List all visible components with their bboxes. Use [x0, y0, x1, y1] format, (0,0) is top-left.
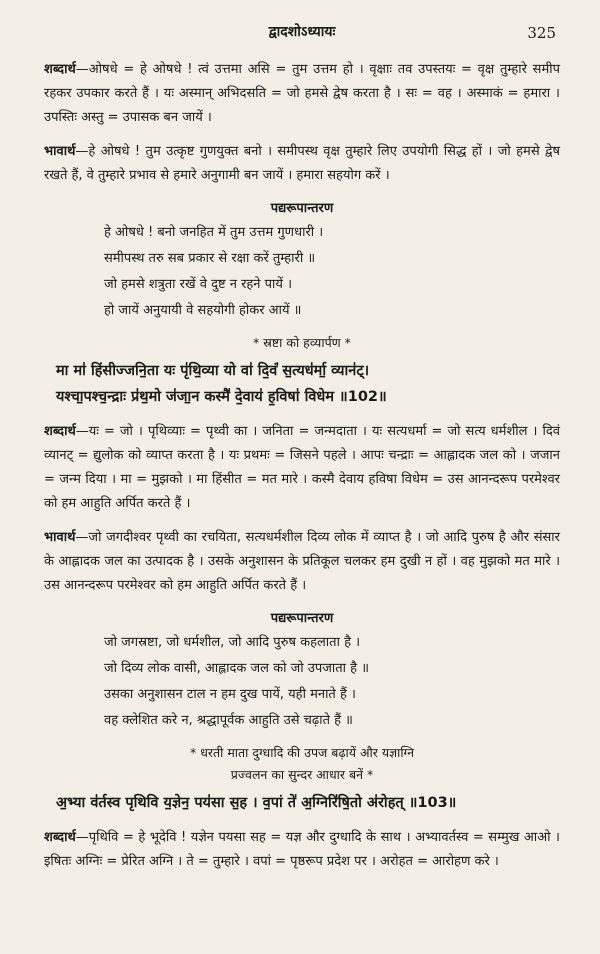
bhavarth-text: —जो जगदीश्वर पृथ्वी का रचयिता, सत्यधर्मशील दिव्य लोक में व्याप्त है । जो आदि पुरुष है और संसार के आह्लादक जल का उत्पादक है । उसके अनुशासन के प्रतिकूल चलकर हम दुखी न हों । वह मुझको मत मारे । उस आनन्दरूप परमेश्वर को हम आहुति अर्पित करते हैं ।	[44, 530, 560, 593]
bhavarth-paragraph-1	[44, 140, 560, 188]
page-header	[44, 22, 560, 48]
mantra-102-line-2: यश्चा॒पश्च॒न्द्राः प्र॑थ॒मो ज॑जा॒न कस्मै॑ दे॒वाय॑ ह॒विषा॑ विधेम ॥102॥	[56, 389, 387, 405]
chapter-title: द्वादशोऽध्यायः	[268, 24, 336, 40]
verse-line: समीपस्थ तरु सब प्रकार से रक्षा करें तुम्हारी ॥	[104, 251, 316, 266]
verse-line: जो जगस्रष्टा, जो धर्मशील, जो आदि पुरुष कहलाता है ।	[104, 635, 361, 650]
bhavarth-text: —हे ओषधे ! तुम उत्कृष्ट गुणयुक्त बनो । समीपस्थ वृक्ष तुम्हारे लिए उपयोगी सिद्ध हों । जो हमसे द्वेष रखते हैं, वे तुम्हारे प्रभाव से हमारे अनुगामी बन जायें । हमारा सहयोग करें ।	[44, 144, 560, 183]
bhavarth-label: भावार्थ	[44, 144, 76, 159]
padya-verse-2	[44, 630, 560, 734]
verse-line: हे ओषधे ! बनो जनहित में तुम उत्तम गुणधारी ।	[104, 225, 324, 240]
bhavarth-paragraph-2	[44, 526, 560, 598]
verse-line: वह क्लेशित करे न, श्रद्धापूर्वक आहुति उसे चढ़ाते हैं ॥	[104, 713, 353, 728]
shabdarth-paragraph-2	[44, 420, 560, 516]
topic-note-2	[44, 742, 560, 786]
shabdarth-label: शब्दार्थ	[44, 830, 76, 845]
verse-line: हो जायें अनुयायी वे सहयोगी होकर आयें ॥	[104, 303, 302, 318]
padya-verse-1	[44, 220, 560, 324]
shabdarth-paragraph-3	[44, 826, 560, 874]
verse-line: जो दिव्य लोक वासी, आह्लादक जल को जो उपजाता है ॥	[104, 661, 369, 676]
topic-note-2-line-2: प्रज्वलन का सुन्दर आधार बनें *	[230, 767, 374, 782]
shabdarth-text: —पृथिवि = हे भूदेवि ! यज्ञेन पयसा सह = यज्ञ और दुग्धादि के साथ । अभ्यावर्तस्व = सम्मुख आओ । इषितः अग्निः = प्रेरित अग्नि । ते = तुम्हारे । वपां = पृष्ठरूप प्रदेश पर । अरोहत = आरोहण करे ।	[44, 830, 560, 869]
shabdarth-paragraph-1	[44, 58, 560, 130]
verse-line: उसका अनुशासन टाल न हम दुख पायें, यही मनाते हैं ।	[104, 687, 356, 702]
page-number: 325	[527, 24, 556, 42]
topic-note-2-line-1: * धरती माता दुग्धादि की उपज बढ़ायें और यज्ञाग्नि	[189, 745, 415, 760]
shabdarth-label: शब्दार्थ	[44, 424, 76, 439]
verse-line: जो हमसे शत्रुता रखें वे दुष्ट न रहने पायें ।	[104, 277, 293, 292]
padya-heading-2: पद्यरूपान्तरण	[270, 611, 334, 626]
bhavarth-label: भावार्थ	[44, 530, 76, 545]
mantra-103: अ॒भ्या व॑र्तस्व पृथिवि य॒ज्ञेन॒ पय॑सा स॒ह । व॒पां ते॑ अ॒ग्निरि॑षि॒तो अ॑रोहत् ॥103॥	[56, 795, 457, 811]
mantra-102-line-1: मा मा॑ हिंसीज्जनि॒ता यः पृ॑थि॒व्या यो वा॑ दि॒वं॑ स॒त्यध॑र्मा॒ व्यान॑ट्।	[56, 363, 370, 379]
topic-note-1: * स्रष्टा को हव्यार्पण *	[253, 335, 351, 350]
shabdarth-text: —ओषधे = हे ओषधे ! त्वं उत्तमा असि = तुम उत्तम हो । वृक्षाः तव उपस्तयः = वृक्ष तुम्हारे समीप रहकर उपकार करते हैं । यः अस्मान् अभिदसति = जो हमसे द्वेष करता है । सः = वह । अस्माकं = हमारा । उपस्तिः अस्तु = उपासक बन जायें ।	[44, 62, 560, 125]
shabdarth-label: शब्दार्थ	[44, 62, 76, 77]
padya-heading-1: पद्यरूपान्तरण	[270, 201, 334, 216]
shabdarth-text: —यः = जो । पृथिव्याः = पृथ्वी का । जनिता = जन्मदाता । यः सत्यधर्मा = जो सत्य धर्मशील । दिवं व्यानट् = द्युलोक को व्याप्त करता है । यः प्रथमः = जिसने पहले । आपः चन्द्राः = आह्लादक जल को । जजान = जन्म दिया । मा = मुझको । मा हिंसीत = मत मारे । कस्मै देवाय हविषा विधेम = उस आनन्दरूप परमेश्वर को हम आहुति अर्पित करते हैं ।	[44, 424, 560, 511]
